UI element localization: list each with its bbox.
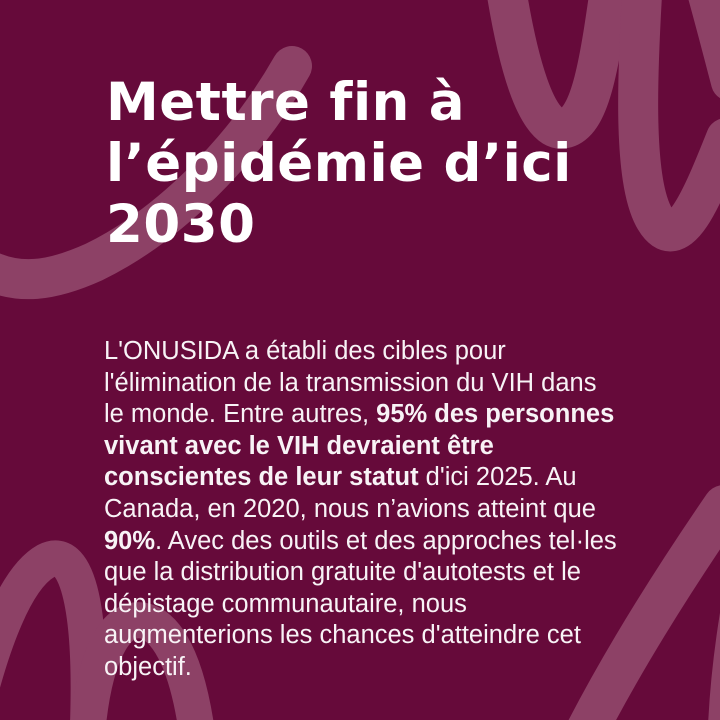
page-title: [106, 72, 572, 255]
body-line: [104, 652, 617, 684]
body-line: [104, 431, 617, 463]
body-text: objectif.: [104, 652, 192, 681]
body-text-bold: vivant avec le VIH devraient être: [104, 431, 494, 460]
body-text: le monde. Entre autres,: [104, 400, 377, 429]
body-line: [104, 368, 617, 400]
body-text: augmenterions les chances d'atteindre cet: [104, 621, 581, 650]
body-text: que la distribution gratuite d'autotests et le: [104, 558, 581, 587]
body-line: [104, 462, 617, 494]
body-line: [104, 494, 617, 526]
body-text-bold: 90%: [104, 526, 156, 555]
swirl-stroke-right-edge: [716, 585, 720, 720]
body-line: [104, 557, 617, 589]
title-line-2: l’épidémie d’ici: [106, 133, 572, 194]
body-line: [104, 589, 617, 621]
body-line: [104, 620, 617, 652]
body-text: Canada, en 2020, nous n’avions atteint que: [104, 494, 596, 523]
body-text-bold: conscientes de leur statut: [104, 463, 419, 492]
body-text: L'ONUSIDA a établi des cibles pour: [104, 337, 506, 365]
body-text-bold: 95% des personnes: [376, 400, 615, 429]
title-line-1: Mettre fin à: [106, 72, 466, 133]
title-line-3: 2030: [106, 194, 256, 255]
swirl-stroke-top-right-corner: [697, 0, 720, 82]
body-text: l'élimination de la transmission du VIH dans: [104, 368, 597, 397]
body-line: [104, 526, 617, 558]
body-line: [104, 399, 617, 431]
body-paragraph: [104, 336, 617, 684]
body-text: dépistage communautaire, nous: [104, 589, 467, 618]
body-text: d'ici 2025. Au: [418, 463, 577, 492]
body-text: . Avec des outils et des approches tel·les: [155, 526, 617, 555]
body-line: [104, 336, 617, 368]
